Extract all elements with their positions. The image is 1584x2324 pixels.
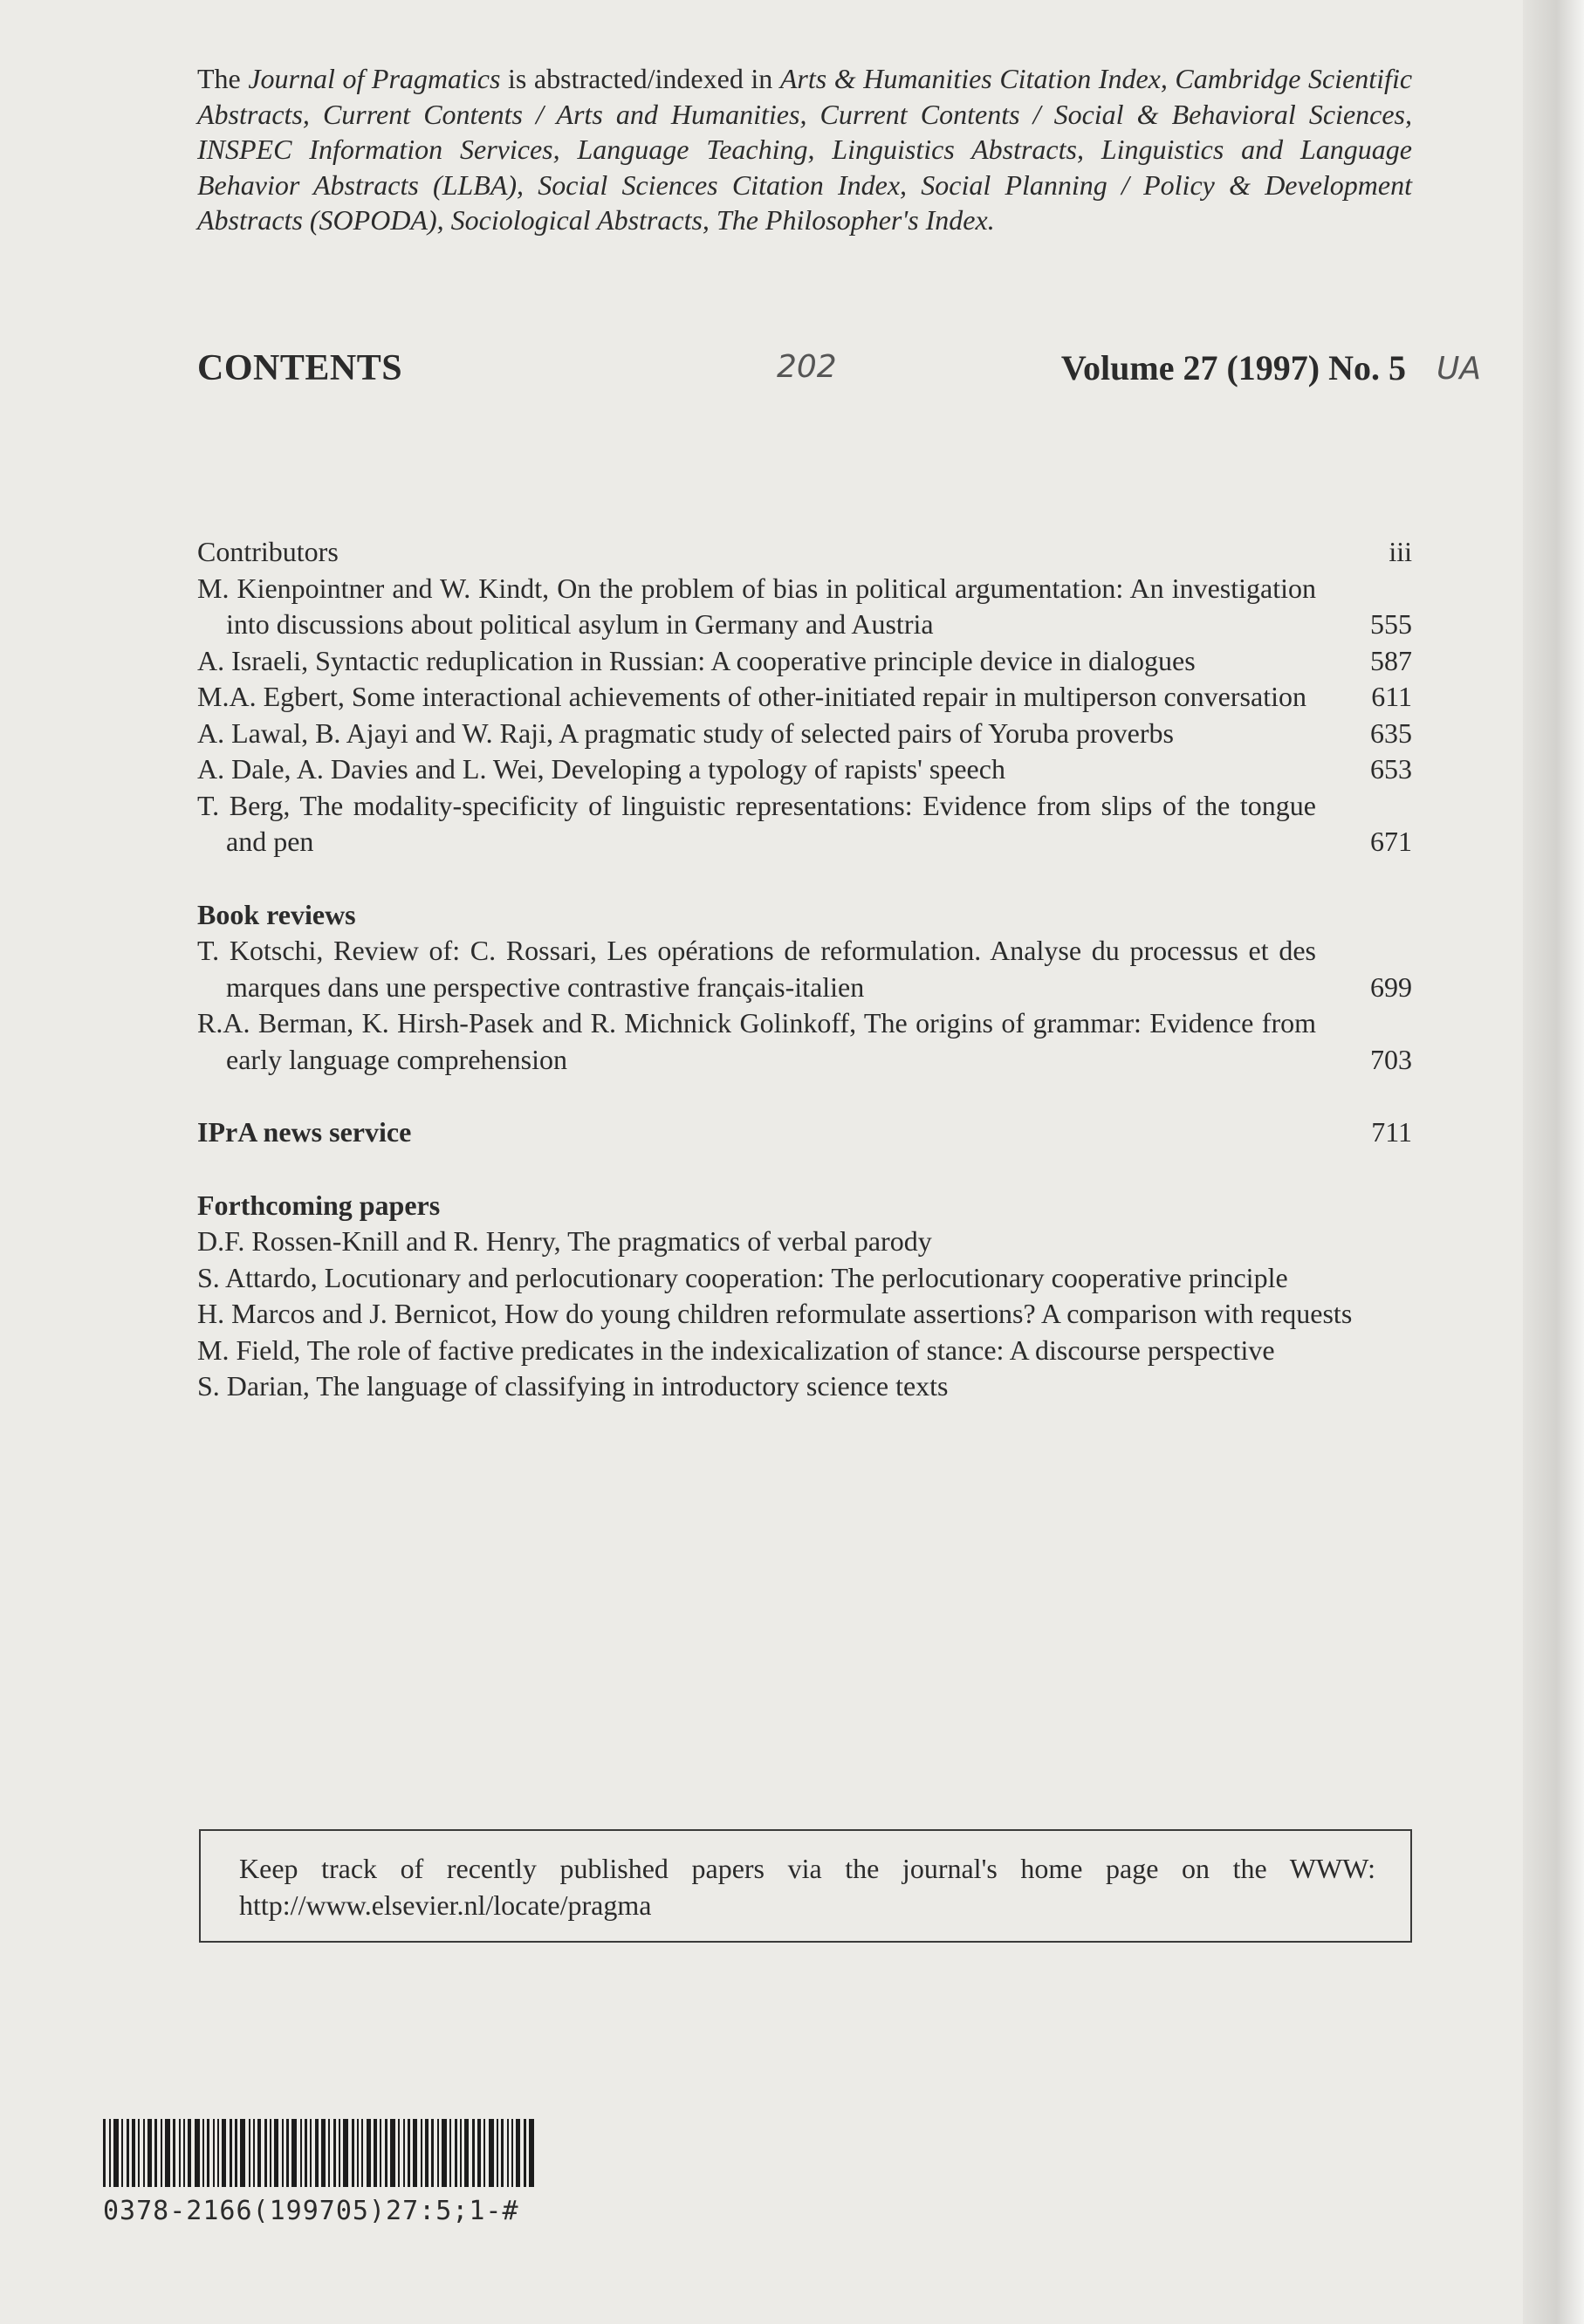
barcode-bar <box>460 2119 462 2187</box>
barcode-bar <box>357 2119 359 2187</box>
article-entry[interactable] <box>197 643 1412 680</box>
barcode-bar <box>524 2119 526 2187</box>
barcode-bar <box>253 2119 255 2187</box>
barcode-bar <box>264 2119 267 2187</box>
article-title: A. Israeli, Syntactic reduplication in Russian: A cooperative principle device in dialogues <box>197 644 1196 676</box>
index-list: Arts & Humanities Citation Index, Cambridge Scientific Abstracts, Current Contents / Arts and Humanities, Current Contents / Social & Behavioral Sciences, INSPEC Information Services, Language Teaching, Linguistics Abstracts, Linguistics and Language Behavior Abstracts (LLBA), Social Sciences Citation Index, Social Planning / Policy & Development Abstracts (SOPODA), Sociological Abstracts, The Philosopher's Index. <box>197 63 1413 236</box>
barcode-bar <box>413 2119 417 2187</box>
barcode-bar <box>103 2119 106 2187</box>
barcode-bar <box>282 2119 284 2187</box>
barcode-bar <box>516 2119 520 2187</box>
article-entry[interactable] <box>197 571 1412 643</box>
barcode-bar <box>455 2119 457 2187</box>
barcode-bar <box>230 2119 232 2187</box>
barcode-bar <box>437 2119 439 2187</box>
barcode-bar <box>291 2119 297 2187</box>
article-page-number: 587 <box>1370 644 1412 676</box>
barcode-bar <box>529 2119 534 2187</box>
forthcoming-heading: Forthcoming papers <box>197 1189 441 1221</box>
forthcoming-paper: S. Attardo, Locutionary and perlocutionary cooperation: The perlocutionary cooperative principle <box>197 1261 1288 1293</box>
journal-name: Journal of Pragmatics <box>248 63 501 94</box>
barcode-bar <box>270 2119 271 2187</box>
ipra-entry[interactable] <box>197 1114 1412 1151</box>
table-of-contents <box>197 534 1412 1405</box>
article-entry[interactable] <box>197 679 1412 716</box>
article-entry[interactable] <box>197 534 1412 571</box>
abstract-part2: is abstracted/indexed in <box>500 63 780 94</box>
barcode-bar <box>165 2119 170 2187</box>
barcode-bar <box>207 2119 209 2187</box>
barcode-bar <box>310 2119 312 2187</box>
barcode-bar <box>367 2119 371 2187</box>
barcode-bar <box>449 2119 451 2187</box>
article-title: A. Lawal, B. Ajayi and W. Raji, A pragmatic study of selected pairs of Yoruba proverbs <box>197 716 1174 749</box>
barcode-bar <box>442 2119 447 2187</box>
handwritten-note: 202 <box>777 349 837 385</box>
page-binding-edge <box>1523 0 1584 2324</box>
barcode-bar <box>147 2119 152 2187</box>
barcode-bar <box>202 2119 204 2187</box>
volume-number: Volume 27 (1997) No. 5 <box>1060 348 1406 387</box>
barcode-bar <box>343 2119 348 2187</box>
barcode-bar <box>173 2119 175 2187</box>
barcode-bar <box>315 2119 319 2187</box>
barcode-bar <box>501 2119 504 2187</box>
barcode-bar <box>217 2119 219 2187</box>
barcode-bar <box>132 2119 135 2187</box>
article-page-number: 671 <box>1370 826 1412 857</box>
book-review-list <box>197 933 1412 1078</box>
article-page-number: 653 <box>1370 753 1412 785</box>
barcode-bar <box>286 2119 289 2187</box>
forthcoming-list <box>197 1224 1412 1405</box>
barcode-bar <box>188 2119 191 2187</box>
barcode-bar <box>257 2119 261 2187</box>
barcode-bar <box>274 2119 278 2187</box>
contents-title: CONTENTS <box>197 348 403 388</box>
barcode-bar <box>507 2119 509 2187</box>
article-title: M. Kienpointner and W. Kindt, On the problem of bias in political argumentation: An investigation into discussions about political asylum in Germany and Austria <box>197 572 1316 640</box>
barcode-bar <box>511 2119 513 2187</box>
journal-url-link[interactable]: http://www.elsevier.nl/locate/pragma <box>239 1889 652 1921</box>
article-title: T. Berg, The modality-specificity of linguistic representations: Evidence from slips of the tongue and pen <box>197 789 1316 857</box>
barcode-bar <box>421 2119 422 2187</box>
barcode-number: 0378-2166(199705)27:5;1-# <box>103 2196 519 2226</box>
barcode-bar <box>300 2119 302 2187</box>
article-entry[interactable] <box>197 751 1412 788</box>
barcode-bar <box>403 2119 405 2187</box>
barcode-bar <box>121 2119 123 2187</box>
barcode-bar <box>390 2119 395 2187</box>
book-reviews-heading: Book reviews <box>197 898 356 930</box>
article-page-number: 635 <box>1370 716 1412 749</box>
barcode-bar <box>127 2119 129 2187</box>
barcode-bar <box>374 2119 377 2187</box>
forthcoming-paper: M. Field, The role of factive predicates in the indexicalization of stance: A discourse perspective <box>197 1333 1275 1366</box>
article-page-number: iii <box>1389 536 1412 567</box>
book-review-entry[interactable] <box>197 1005 1412 1078</box>
barcode-bar <box>472 2119 475 2187</box>
ipra-page: 711 <box>1371 1116 1412 1148</box>
barcode-bar <box>477 2119 481 2187</box>
article-page-number: 555 <box>1370 608 1412 640</box>
article-title: A. Dale, A. Davies and L. Wei, Developing a typology of rapists' speech <box>197 753 1005 785</box>
barcode-bar <box>222 2119 226 2187</box>
barcode-bar <box>385 2119 387 2187</box>
barcode-bar <box>431 2119 434 2187</box>
barcode-bar <box>154 2119 157 2187</box>
barcode-bar <box>195 2119 200 2187</box>
barcode-bar <box>464 2119 469 2187</box>
barcode-bar <box>497 2119 498 2187</box>
barcode-bar <box>321 2119 326 2187</box>
barcode-bar <box>489 2119 494 2187</box>
barcode-bar <box>352 2119 354 2187</box>
barcode-bar <box>143 2119 145 2187</box>
website-notice <box>199 1829 1412 1943</box>
barcode-bar <box>398 2119 400 2187</box>
barcode-bar <box>328 2119 330 2187</box>
barcode-bar <box>249 2119 250 2187</box>
notice-text: Keep track of recently published papers via the journal's home page on the WWW: <box>239 1853 1375 1884</box>
barcode-bar <box>113 2119 119 2187</box>
barcode-bar <box>408 2119 410 2187</box>
ipra-title: IPrA news service <box>197 1116 412 1148</box>
book-review-title: T. Kotschi, Review of: C. Rossari, Les opérations de reformulation. Analyse du processus et des marques dans une perspective contrastive français-italien <box>197 935 1316 1003</box>
barcode-bar <box>333 2119 336 2187</box>
barcode-bar <box>213 2119 215 2187</box>
handwritten-margin-note: UA <box>1437 351 1481 387</box>
barcode-bar <box>425 2119 429 2187</box>
article-list <box>197 534 1412 860</box>
book-review-title: R.A. Berman, K. Hirsh-Pasek and R. Michnick Golinkoff, The origins of grammar: Evidence from early language comprehension <box>197 1007 1316 1075</box>
article-title: Contributors <box>197 536 339 567</box>
barcode-bar <box>305 2119 307 2187</box>
barcode <box>103 2119 576 2187</box>
barcode-bar <box>109 2119 111 2187</box>
barcode-bar <box>138 2119 140 2187</box>
article-page-number: 611 <box>1371 681 1412 712</box>
forthcoming-paper: D.F. Rossen-Knill and R. Henry, The pragmatics of verbal parody <box>197 1225 932 1257</box>
barcode-bar <box>380 2119 381 2187</box>
barcode-bar <box>183 2119 185 2187</box>
barcode-bar <box>339 2119 340 2187</box>
forthcoming-paper: S. Darian, The language of classifying in introductory science texts <box>197 1370 949 1402</box>
book-review-page-number: 703 <box>1370 1043 1412 1075</box>
book-review-page-number: 699 <box>1370 970 1412 1003</box>
indexing-statement <box>197 61 1412 238</box>
barcode-bar <box>361 2119 363 2187</box>
abstract-part1: The <box>197 63 249 94</box>
article-entry[interactable] <box>197 716 1412 752</box>
forthcoming-paper: H. Marcos and J. Bernicot, How do young children reformulate assertions? A comparison with requests <box>197 1298 1353 1329</box>
article-title: M.A. Egbert, Some interactional achievements of other-initiated repair in multiperson conversation <box>197 681 1306 712</box>
article-entry[interactable] <box>197 788 1412 860</box>
barcode-bar <box>179 2119 181 2187</box>
barcode-bar <box>240 2119 245 2187</box>
barcode-bar <box>235 2119 237 2187</box>
barcode-bar <box>483 2119 485 2187</box>
book-review-entry[interactable] <box>197 933 1412 1005</box>
barcode-bar <box>161 2119 162 2187</box>
